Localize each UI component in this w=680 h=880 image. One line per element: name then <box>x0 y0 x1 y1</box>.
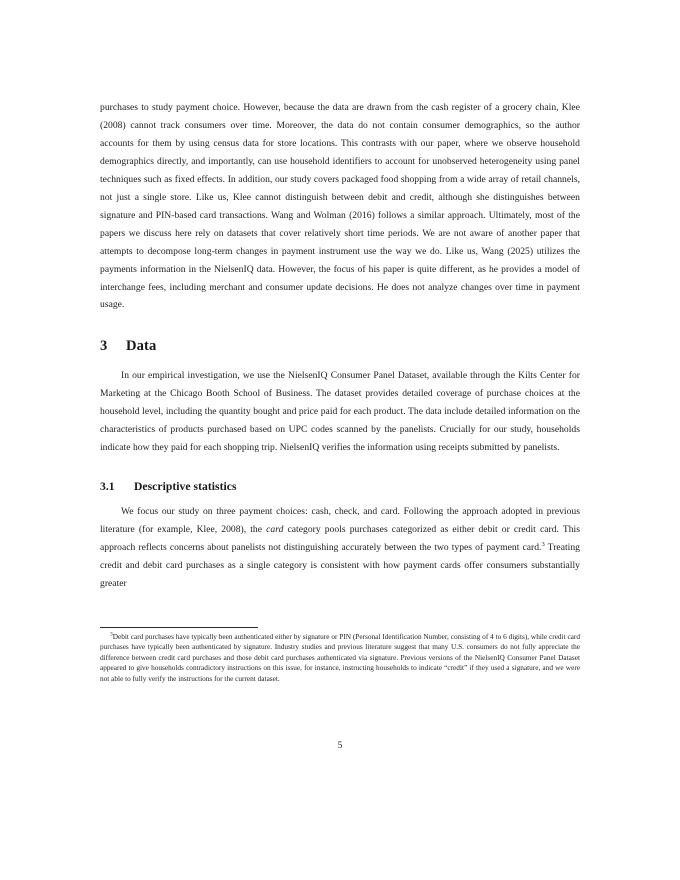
emphasis-card: card <box>266 524 284 536</box>
descriptive-text-part-3: Treating credit and debit card purchases as a single category is consistent with how payment cards offer consumers substantially greater <box>100 542 580 590</box>
spacer-before-section <box>100 314 580 336</box>
subsection-title: Descriptive statistics <box>134 480 237 494</box>
descriptive-text-part-1: We focus our study on three payment choices: cash, check, and card. Following the approach adopted in previous literature (for example, Klee, 2008), the <box>100 506 580 536</box>
main-text-column <box>100 99 580 593</box>
section-number: 3 <box>100 338 108 355</box>
footnote-number: 3 <box>110 631 113 638</box>
footnote-3 <box>100 632 580 684</box>
spacer-after-section <box>100 356 580 367</box>
spacer-before-subsection <box>100 457 580 478</box>
footnote-separator-rule <box>100 627 258 628</box>
paragraph-descriptive-statistics <box>100 503 580 593</box>
page-number: 5 <box>337 741 343 751</box>
subsection-number: 3.1 <box>100 480 115 494</box>
paragraph-continuation: purchases to study payment choice. However, because the data are drawn from the cash register of a grocery chain, Klee (2008) cannot track consumers over time. Moreover, the data do not contain consumer demographics, so the author accounts for them by using census data for store locations. This contrasts with our paper, where we observe household demographics directly, and importantly, can use household identifiers to account for unobserved heterogeneity using panel techniques such as fixed effects. In addition, our study covers packaged food shopping from a wide array of retail channels, not just a single store. Like us, Klee cannot distinguish between debit and credit, although she distinguishes between signature and PIN-based card transactions. Wang and Wolman (2016) follows a similar approach. Ultimately, most of the papers we discuss here rely on datasets that cover relatively short time periods. We are not aware of another paper that attempts to decompose long-term changes in payment instrument use the way we do. Like us, Wang (2025) utilizes the payments information in the NielsenIQ data. However, the focus of his paper is quite different, as he provides a model of interchange fees, including merchant and consumer update decisions. He does not analyze changes over time in payment usage. <box>100 102 580 311</box>
footnote-block <box>100 627 580 684</box>
subsection-heading-descriptive-statistics <box>100 478 580 495</box>
descriptive-text-part-2: category pools purchases categorized as either debit or credit card. This approach reflects concerns about panelists not distinguishing accurately between the two types of payment card. <box>100 524 580 554</box>
section-title: Data <box>126 338 157 355</box>
section-heading-data <box>100 336 580 356</box>
spacer-after-subsection <box>100 495 580 503</box>
footnote-reference-3[interactable]: 3 <box>541 540 545 548</box>
footnote-text: Debit card purchases have typically been authenticated either by signature or PIN (Personal Identification Number, consisting of 4 to 6 digits), while credit card purchases have typically been authenticated by signature. Industry studies and previous literature suggest that many U.S. consumers do not fully appreciate the difference between credit card purchases and those debit card purchases authenticated via signature. Previous versions of the NielsenIQ Consumer Panel Dataset appeared to give households contradictory instructions on this issue, for instance, instructing households to indicate “credit” if they used a signature, and we were not able to fully verify the instructions for the current dataset. <box>100 632 580 683</box>
paragraph-data-intro: In our empirical investigation, we use the NielsenIQ Consumer Panel Dataset, available through the Kilts Center for Marketing at the Chicago Booth School of Business. The dataset provides detailed coverage of purchase choices at the household level, including the quantity bought and price paid for each product. The data include detailed information on the characteristics of products purchased based on UPC codes scanned by the panelists. Crucially for our study, households indicate how they paid for each shopping trip. NielsenIQ verifies the information using receipts submitted by panelists. <box>100 370 580 454</box>
